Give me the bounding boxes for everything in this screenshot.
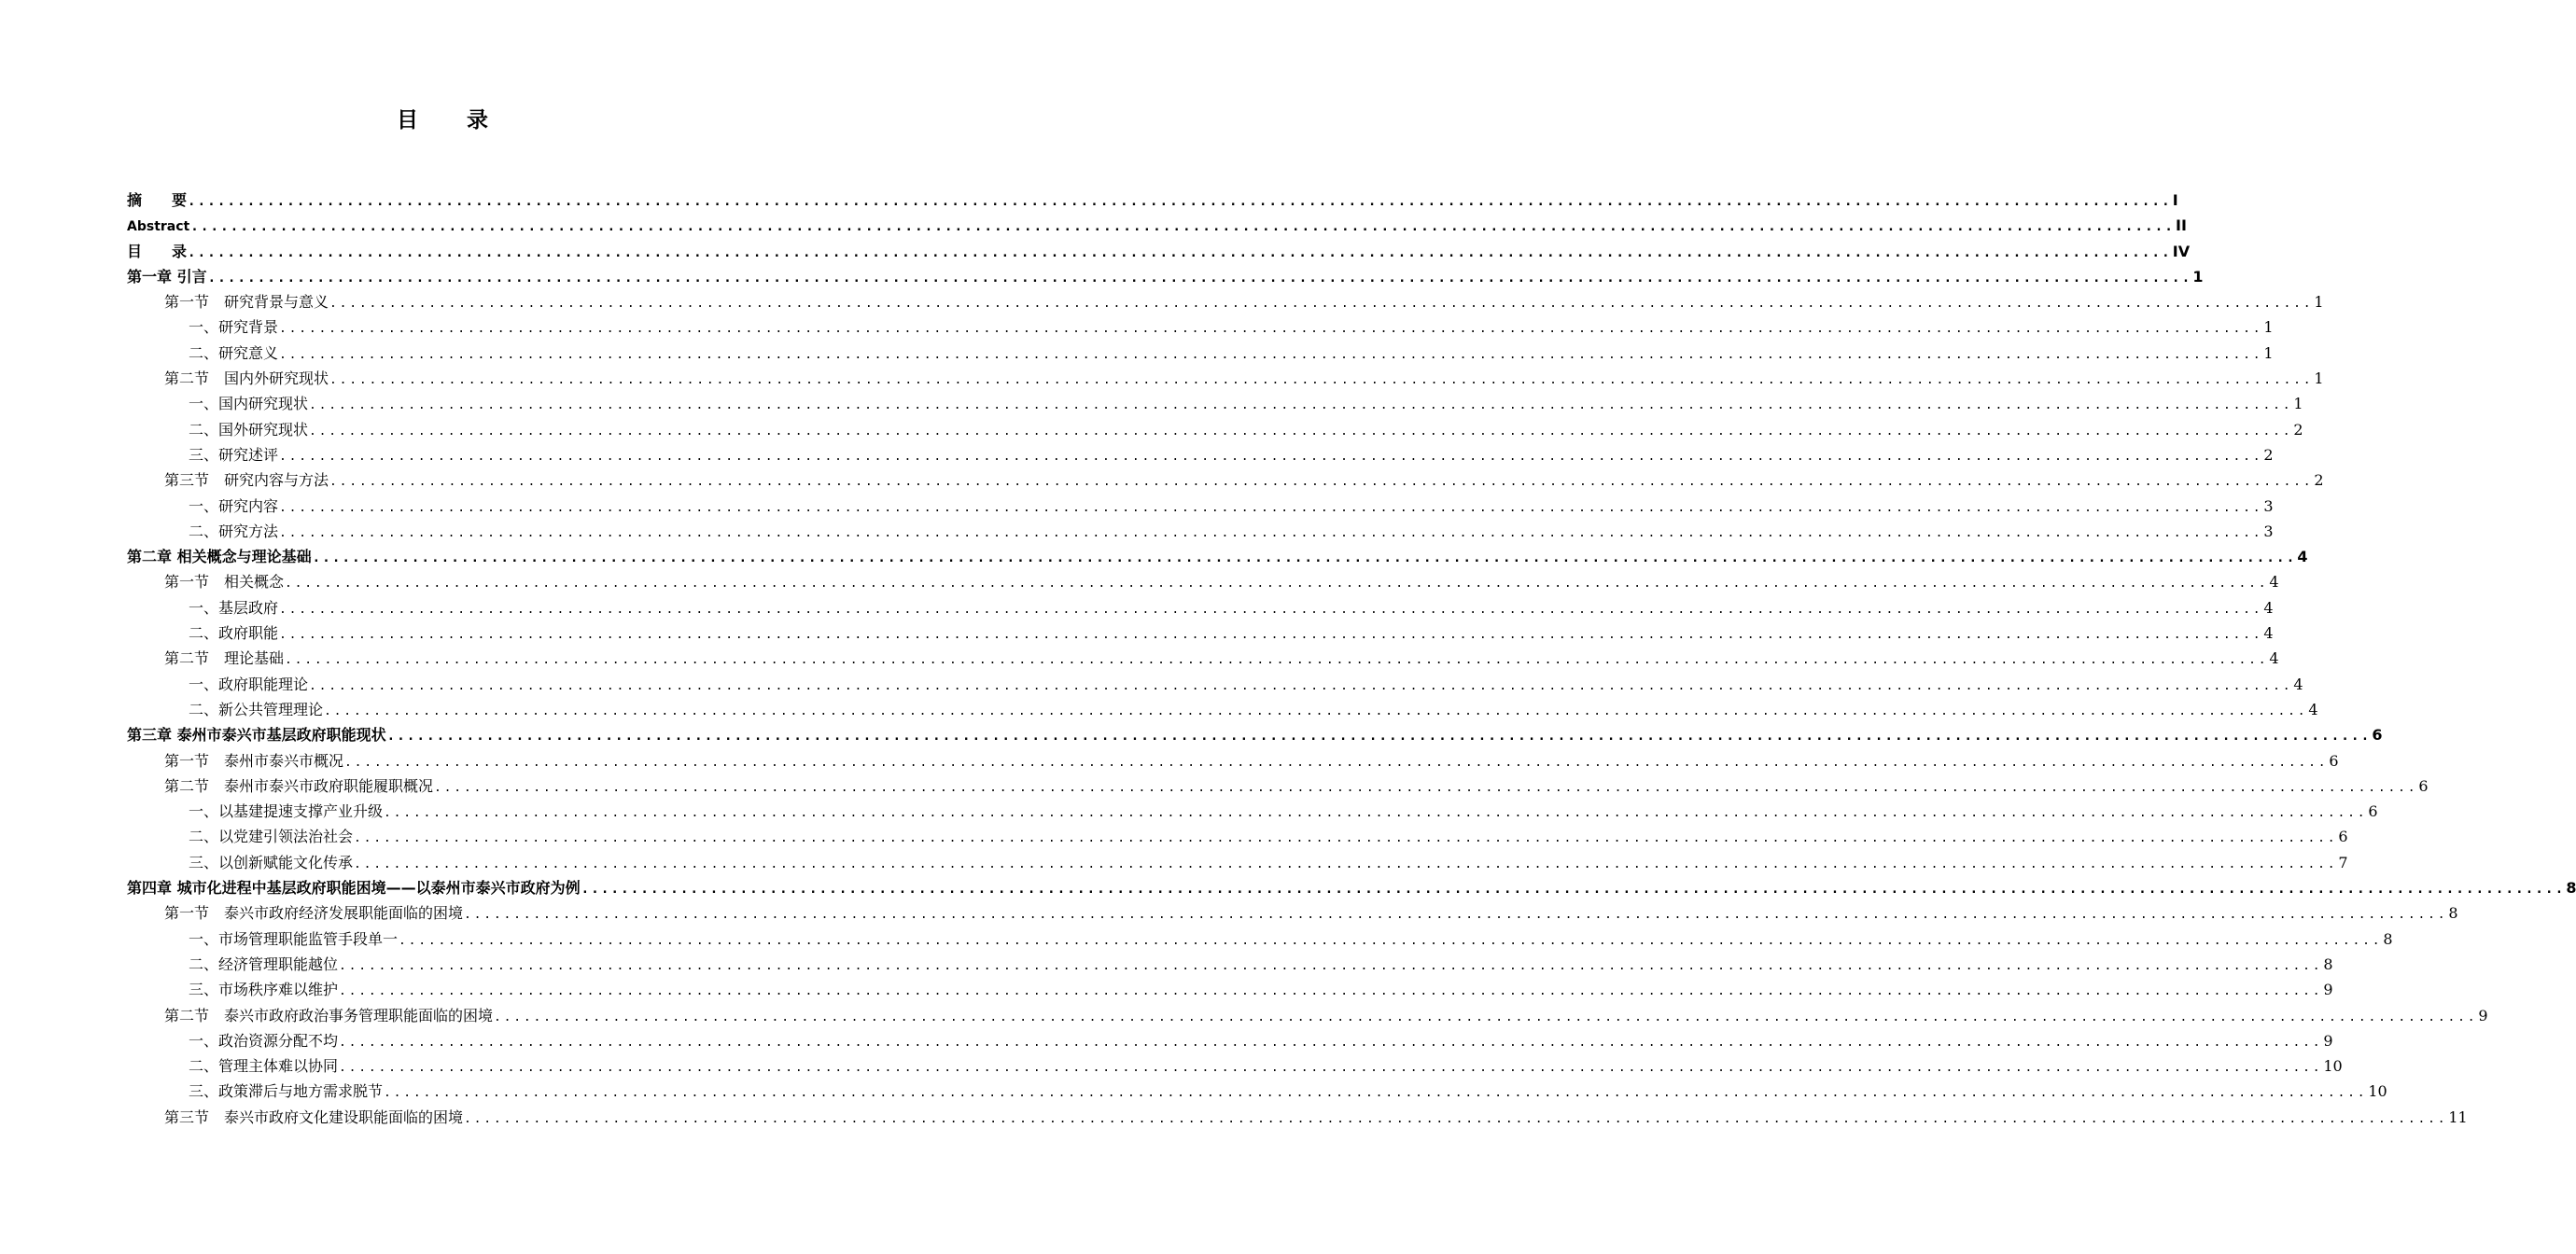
toc-page-number: 6 [2338,828,2348,846]
table-of-contents [127,188,2576,1130]
toc-leader-dots: ........................................................................................................................................................................................................ [279,500,2263,515]
toc-section-entry[interactable] [127,366,2324,391]
toc-entry-label: 二、政府职能 [189,624,279,643]
toc-page-number: 4 [2269,649,2279,668]
toc-entry-label: 第二节 泰州市泰兴市政府职能履职概况 [164,776,434,795]
toc-entry-label: 一、研究背景 [189,318,279,337]
toc-leader-dots: ........................................................................................................................................................................................................ [386,729,2372,745]
toc-page-number: 6 [2368,802,2378,821]
toc-section-entry[interactable] [127,569,2279,594]
toc-entry-label: 一、政府职能理论 [189,675,309,693]
toc-page-number: 1 [2293,395,2303,413]
toc-entry-label: 二、研究意义 [189,343,279,362]
toc-page-number: 10 [2323,1057,2343,1076]
toc-entry-label: 二、经济管理职能越位 [189,954,339,973]
toc-entry-label: 三、以创新赋能文化传承 [189,853,354,871]
toc-page-number: 4 [2297,548,2308,566]
toc-page-number: 8 [2323,954,2333,973]
toc-entry-label: 三、研究述评 [189,445,279,464]
toc-subsection-entry[interactable] [127,417,2303,442]
toc-entry-label: 二、管理主体难以协同 [189,1057,339,1076]
toc-leader-dots: ........................................................................................................................................................................................................ [188,194,2172,209]
toc-subsection-entry[interactable] [127,341,2274,366]
toc-entry-label: 三、市场秩序难以维护 [189,981,339,999]
toc-section-entry[interactable] [127,289,2324,314]
toc-page-number: I [2172,191,2178,209]
toc-section-entry[interactable] [127,646,2279,671]
toc-subsection-entry[interactable] [127,1053,2343,1079]
toc-leader-dots: ........................................................................................................................................................................................................ [354,857,2338,871]
toc-leader-dots: ........................................................................................................................................................................................................ [207,270,2192,286]
toc-chapter-entry[interactable] [127,722,2383,747]
toc-page-number: 1 [2263,318,2274,337]
toc-page-number: II [2175,216,2187,235]
toc-leader-dots: ........................................................................................................................................................................................................ [354,831,2338,846]
toc-leader-dots: ........................................................................................................................................................................................................ [324,704,2308,718]
toc-leader-dots: ........................................................................................................................................................................................................ [279,322,2263,337]
toc-page-number: 1 [2263,343,2274,362]
toc-leader-dots: ........................................................................................................................................................................................................ [309,424,2293,439]
toc-leader-dots: ........................................................................................................................................................................................................ [339,1061,2323,1076]
toc-leader-dots: ........................................................................................................................................................................................................ [344,755,2329,770]
toc-page-number: 9 [2323,981,2333,999]
toc-entry-label: 一、以基建提速支撑产业升级 [189,802,384,821]
toc-leader-dots: ........................................................................................................................................................................................................ [581,882,2566,898]
toc-page-number: 4 [2269,573,2279,592]
toc-page-number: 9 [2478,1006,2488,1024]
toc-subsection-entry[interactable] [127,314,2274,340]
toc-page-number: 8 [2448,904,2458,923]
toc-chapter-entry[interactable] [127,875,2576,900]
toc-page-number: 11 [2448,1108,2468,1126]
toc-entry-label: 二、国外研究现状 [189,420,309,439]
toc-subsection-entry[interactable] [127,1028,2333,1053]
toc-page-number: 6 [2418,776,2429,795]
toc-subsection-entry[interactable] [127,1079,2387,1104]
toc-subsection-entry[interactable] [127,824,2348,849]
toc-entry-label: 第三章 泰州市泰兴市基层政府职能现状 [127,726,386,745]
toc-chapter-entry[interactable] [127,239,2191,264]
toc-entry-label: 一、基层政府 [189,598,279,617]
toc-page-number: 1 [2314,369,2324,388]
toc-page-number: 4 [2263,598,2274,617]
toc-page-number: 8 [2383,929,2393,948]
toc-entry-label: 一、国内研究现状 [189,395,309,413]
toc-entry-label: 第四章 城市化进程中基层政府职能困境——以泰州市泰兴市政府为例 [127,879,581,898]
toc-chapter-entry[interactable] [127,213,2187,238]
toc-leader-dots: ........................................................................................................................................................................................................ [285,577,2269,592]
toc-subsection-entry[interactable] [127,519,2274,544]
toc-entry-label: Abstract [127,219,190,235]
toc-page-number: 2 [2293,420,2303,439]
toc-leader-dots: ........................................................................................................................................................................................................ [329,475,2314,490]
toc-entry-label: 一、市场管理职能监管手段单一 [189,929,399,948]
toc-entry-label: 第一章 引言 [127,267,207,286]
toc-page-number: 3 [2263,496,2274,515]
toc-entry-label: 第一节 相关概念 [164,573,285,592]
toc-page-number: 8 [2566,879,2576,898]
toc-leader-dots: ........................................................................................................................................................................................................ [399,933,2383,948]
toc-subsection-entry[interactable] [127,494,2274,519]
toc-leader-dots: ........................................................................................................................................................................................................ [339,1035,2323,1050]
toc-subsection-entry[interactable] [127,391,2303,416]
toc-page-number: 1 [2314,293,2324,312]
toc-entry-label: 第二节 泰兴市政府政治事务管理职能面临的困境 [164,1006,494,1024]
toc-page-number: 1 [2192,267,2204,286]
toc-subsection-entry[interactable] [127,672,2303,697]
toc-entry-label: 第二节 国内外研究现状 [164,369,329,388]
toc-subsection-entry[interactable] [127,952,2333,977]
toc-page-number: 2 [2263,445,2274,464]
toc-page-number: 6 [2329,751,2339,770]
toc-subsection-entry[interactable] [127,977,2333,1002]
toc-entry-label: 第二章 相关概念与理论基础 [127,548,312,566]
toc-subsection-entry[interactable] [127,442,2274,467]
toc-leader-dots: ........................................................................................................................................................................................................ [384,1086,2368,1101]
toc-entry-label: 第三节 研究内容与方法 [164,471,329,490]
toc-subsection-entry[interactable] [127,850,2348,875]
toc-entry-label: 一、政治资源分配不均 [189,1031,339,1050]
toc-section-entry[interactable] [127,900,2458,926]
toc-entry-label: 二、以党建引领法治社会 [189,828,354,846]
toc-leader-dots: ........................................................................................................................................................................................................ [464,1111,2448,1126]
toc-leader-dots: ........................................................................................................................................................................................................ [279,449,2263,464]
toc-leader-dots: ........................................................................................................................................................................................................ [339,984,2323,999]
toc-page-number: 4 [2293,675,2303,693]
toc-chapter-entry[interactable] [127,264,2204,289]
toc-leader-dots: ........................................................................................................................................................................................................ [188,244,2172,260]
toc-chapter-entry[interactable] [127,188,2178,213]
toc-leader-dots: ........................................................................................................................................................................................................ [329,297,2314,312]
toc-entry-label: 二、研究方法 [189,522,279,540]
toc-leader-dots: ........................................................................................................................................................................................................ [285,653,2269,668]
toc-chapter-entry[interactable] [127,544,2308,569]
toc-leader-dots: ........................................................................................................................................................................................................ [464,908,2448,923]
toc-leader-dots: ........................................................................................................................................................................................................ [309,398,2293,413]
toc-page-number: 4 [2263,624,2274,643]
toc-leader-dots: ........................................................................................................................................................................................................ [279,347,2263,362]
toc-subsection-entry[interactable] [127,697,2318,722]
toc-entry-label: 二、新公共管理理论 [189,700,324,718]
toc-leader-dots: ........................................................................................................................................................................................................ [279,602,2263,617]
toc-leader-dots: ........................................................................................................................................................................................................ [339,958,2323,973]
toc-section-entry[interactable] [127,1105,2468,1130]
toc-entry-label: 第二节 理论基础 [164,649,285,668]
toc-page-number: 10 [2368,1082,2387,1101]
toc-subsection-entry[interactable] [127,799,2378,824]
toc-leader-dots: ........................................................................................................................................................................................................ [494,1010,2478,1024]
toc-leader-dots: ........................................................................................................................................................................................................ [190,219,2175,235]
toc-section-entry[interactable] [127,748,2339,773]
toc-page-number: 9 [2323,1031,2333,1050]
toc-leader-dots: ........................................................................................................................................................................................................ [309,678,2293,693]
toc-section-entry[interactable] [127,773,2429,799]
toc-leader-dots: ........................................................................................................................................................................................................ [329,373,2314,388]
toc-leader-dots: ........................................................................................................................................................................................................ [384,806,2368,821]
toc-section-entry[interactable] [127,467,2324,493]
toc-leader-dots: ........................................................................................................................................................................................................ [279,525,2263,540]
toc-page-number: 4 [2308,700,2318,718]
toc-entry-label: 第一节 泰州市泰兴市概况 [164,751,344,770]
toc-entry-label: 第一节 泰兴市政府经济发展职能面临的困境 [164,904,464,923]
toc-entry-label: 摘 要 [127,191,188,209]
toc-entry-label: 一、研究内容 [189,496,279,515]
toc-entry-label: 第一节 研究背景与意义 [164,293,329,312]
toc-entry-label: 第三节 泰兴市政府文化建设职能面临的困境 [164,1108,464,1126]
toc-leader-dots: ........................................................................................................................................................................................................ [312,550,2297,566]
toc-page-number: 3 [2263,522,2274,540]
toc-entry-label: 三、政策滞后与地方需求脱节 [189,1082,384,1101]
page-title: 目 录 [397,108,490,132]
toc-subsection-entry[interactable] [127,927,2393,952]
toc-page-number: IV [2172,242,2191,260]
toc-subsection-entry[interactable] [127,620,2274,646]
toc-leader-dots: ........................................................................................................................................................................................................ [434,780,2418,795]
toc-page-number: 7 [2338,853,2348,871]
toc-subsection-entry[interactable] [127,595,2274,620]
toc-page-number: 6 [2372,726,2383,745]
toc-entry-label: 目 录 [127,242,188,260]
toc-section-entry[interactable] [127,1003,2488,1028]
toc-page-number: 2 [2314,471,2324,490]
toc-leader-dots: ........................................................................................................................................................................................................ [279,628,2263,643]
